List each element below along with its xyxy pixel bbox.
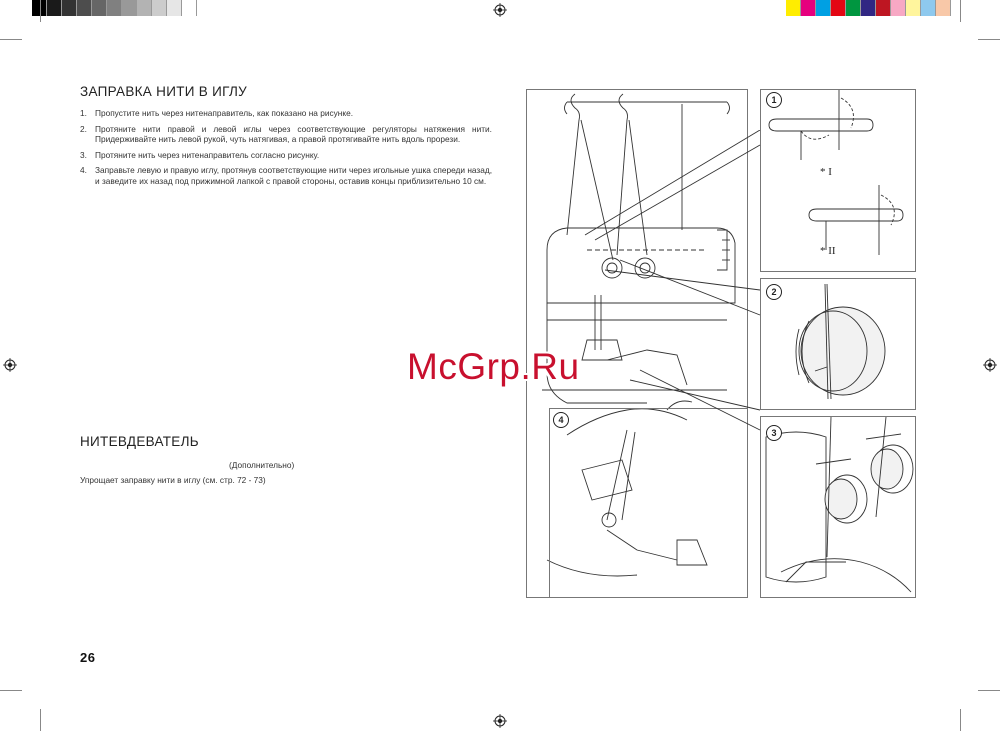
calibration-swatch [92,0,107,16]
step-number: 4. [80,165,87,176]
dual-dial-detail-diagram [761,417,915,597]
section-title-needle-threader: НИТЕВДЕВАТЕЛЬ [80,434,199,449]
grayscale-calibration-bar [32,0,197,16]
tension-dial-detail-diagram [761,279,915,409]
page-number: 26 [80,650,96,665]
crop-mark [960,0,961,22]
calibration-swatch [152,0,167,16]
detail-panel-3 [760,416,916,598]
calibration-swatch [182,0,197,16]
list-item [80,150,492,161]
calibration-swatch [831,0,846,16]
calibration-swatch [816,0,831,16]
detail-panel-1 [760,89,916,272]
list-item [80,124,492,145]
list-item [80,165,492,186]
crop-mark [0,690,22,691]
crop-mark [978,690,1000,691]
optional-note: (Дополнительно) [229,460,295,470]
calibration-swatch [167,0,182,16]
callout-badge: 3 [766,425,782,441]
step-text: Протяните нить через нитенаправитель согласно рисунку. [95,149,320,160]
color-calibration-bar [786,0,951,16]
crop-mark [960,709,961,731]
calibration-swatch [906,0,921,16]
threading-steps-list [80,108,492,192]
callout-connector-lines [560,130,770,440]
section-title-threading: ЗАПРАВКА НИТИ В ИГЛУ [80,84,248,99]
callout-badge: 4 [553,412,569,428]
registration-mark-icon [493,714,507,728]
calibration-swatch [47,0,62,16]
detail-label-ii: * II [820,245,836,257]
step-text: Заправьте левую и правую иглу, протянув соответствующие нити через игольные ушка спереди назад, и заведите их назад под прижимной лапкой с правой стороны, оставив концы приблизительно 10 см. [95,165,492,186]
callout-badge: 2 [766,284,782,300]
calibration-swatch [77,0,92,16]
calibration-swatch [846,0,861,16]
crop-mark [978,39,1000,40]
calibration-swatch [876,0,891,16]
step-number: 1. [80,108,87,118]
calibration-swatch [786,0,801,16]
step-number: 3. [80,149,87,160]
calibration-swatch [801,0,816,16]
detail-panel-2 [760,278,916,410]
crop-mark [40,0,41,22]
callout-badge: 1 [766,92,782,108]
watermark-text: McGrp.Ru [407,346,580,387]
calibration-swatch [936,0,951,16]
registration-mark-icon [493,3,507,17]
calibration-swatch [861,0,876,16]
needle-threader-description: Упрощает заправку нити в иглу (см. стр. 72 - 73) [80,475,266,485]
crop-mark [40,709,41,731]
calibration-swatch [62,0,77,16]
step-text: Пропустите нить через нитенаправитель, как показано на рисунке. [95,108,353,118]
calibration-swatch [122,0,137,16]
registration-mark-icon [983,358,997,372]
thread-guide-detail-diagram [761,90,915,271]
crop-mark [0,39,22,40]
calibration-swatch [107,0,122,16]
step-number: 2. [80,123,87,134]
registration-mark-icon [3,358,17,372]
calibration-swatch [891,0,906,16]
step-text: Протяните нити правой и левой иглы через соответствующие регуляторы натяжения нити. Придерживайте нить левой рукой, чуть натягивая, а правой протягивайте нить вдоль прорези. [95,123,492,145]
calibration-swatch [137,0,152,16]
list-item [80,108,492,119]
calibration-swatch [921,0,936,16]
detail-label-i: * I [820,166,832,178]
